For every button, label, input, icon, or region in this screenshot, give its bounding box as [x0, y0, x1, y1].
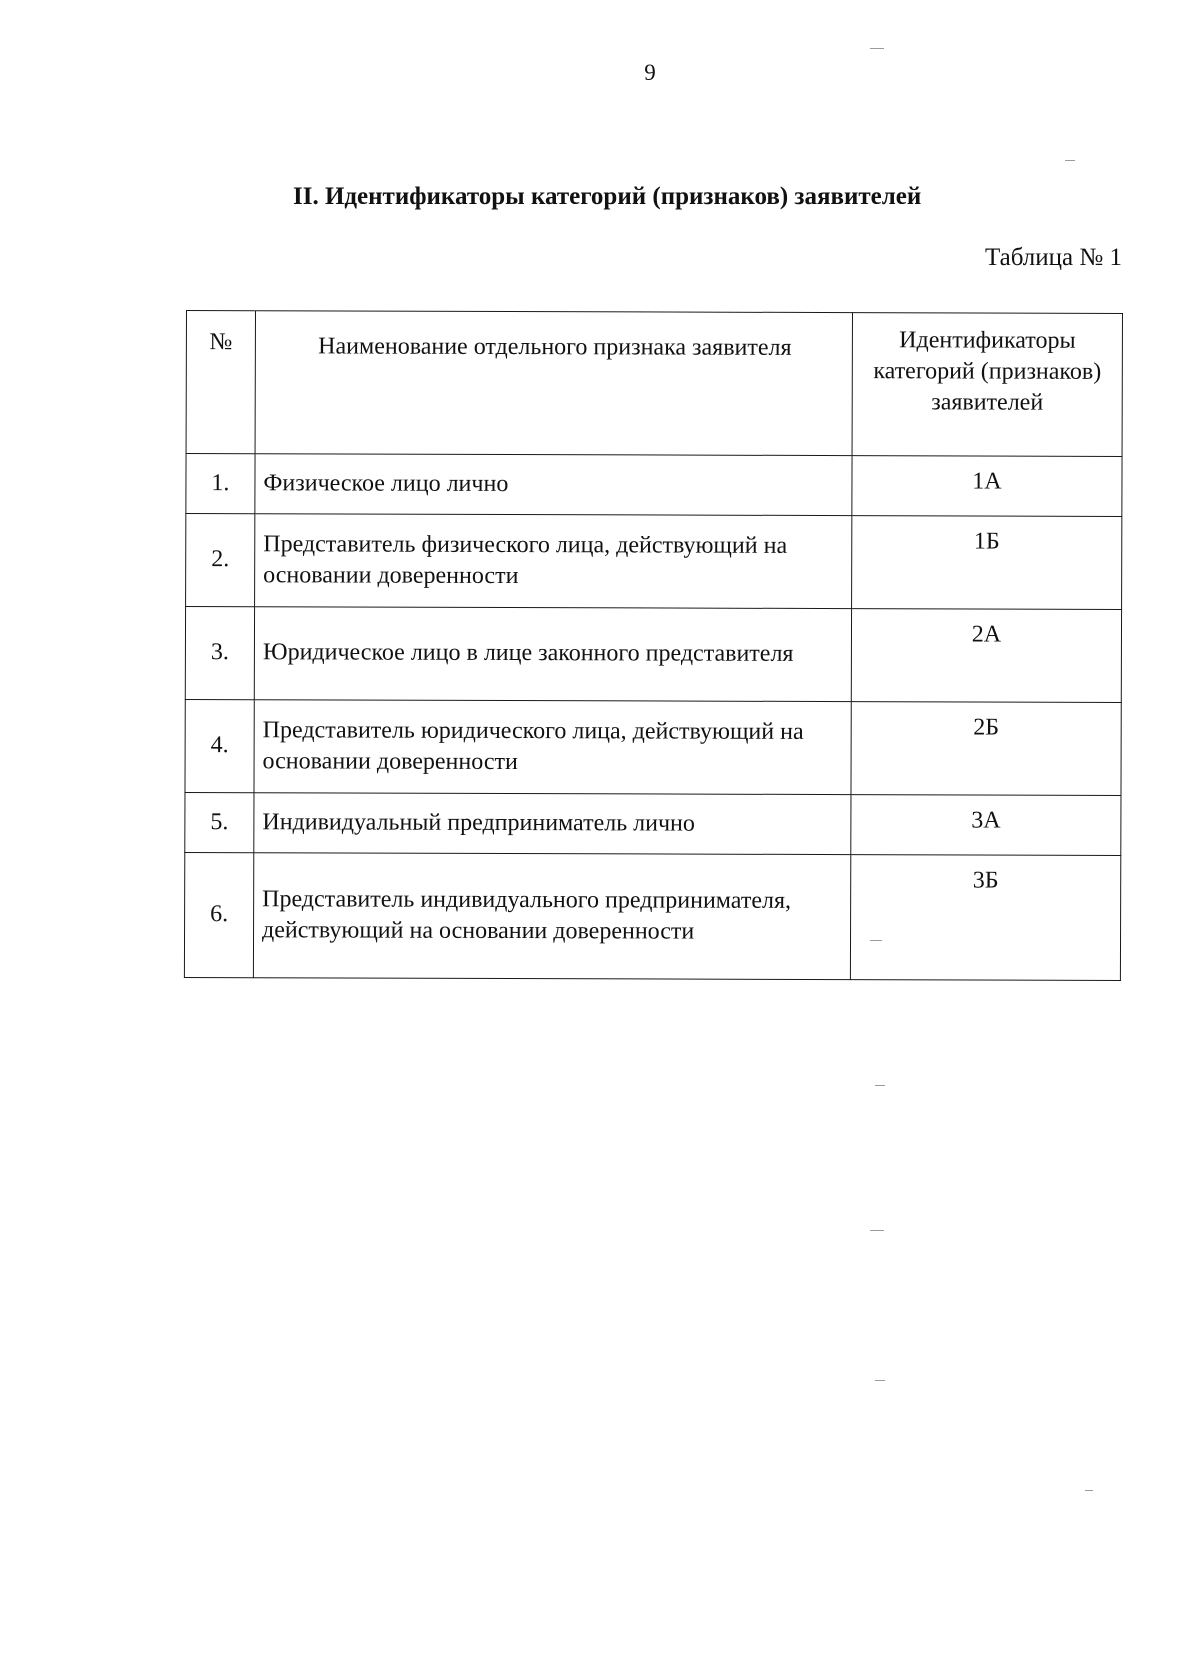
scan-speck: [875, 1085, 885, 1086]
applicant-categories-table: [184, 310, 1123, 981]
row-number: 4.: [185, 699, 254, 792]
table-row: [185, 607, 1121, 703]
row-name: Индивидуальный предприниматель лично: [254, 793, 851, 855]
row-identifier: 2А: [851, 609, 1121, 703]
row-identifier: 1Б: [852, 516, 1122, 610]
table-caption: Таблица № 1: [984, 244, 1122, 271]
scan-speck: [870, 1230, 884, 1231]
table-row: [186, 454, 1122, 517]
row-identifier: 1А: [852, 456, 1122, 517]
row-name: Физическое лицо лично: [255, 454, 852, 516]
table-row: [185, 699, 1121, 795]
table-header-row: [186, 311, 1122, 457]
scan-speck: [870, 48, 884, 49]
row-name: Юридическое лицо в лице законного представителя: [254, 607, 851, 702]
row-number: 1.: [186, 454, 255, 514]
header-name: Наименование отдельного признака заявителя: [255, 311, 852, 456]
row-identifier: 3А: [851, 795, 1121, 856]
scan-speck: [870, 940, 882, 941]
scan-speck: [875, 1380, 885, 1381]
header-number: №: [186, 311, 255, 454]
row-number: 2.: [186, 514, 255, 607]
header-identifier: Идентификаторы категорий (признаков) заявителей: [852, 313, 1122, 457]
section-title: II. Идентификаторы категорий (признаков) заявителей: [293, 183, 922, 210]
row-identifier: 3Б: [850, 855, 1120, 981]
table-row: [186, 514, 1122, 610]
row-number: 6.: [184, 852, 253, 977]
row-number: 3.: [185, 607, 254, 700]
page-number: 9: [644, 60, 656, 85]
row-name: Представитель юридического лица, действующий на основании доверенности: [254, 700, 851, 795]
row-name: Представитель физического лица, действующий на основании доверенности: [255, 514, 852, 609]
scan-speck: [1085, 1490, 1093, 1491]
row-name: Представитель индивидуального предпринимателя, действующий на основании доверенности: [253, 853, 850, 980]
row-identifier: 2Б: [851, 702, 1121, 796]
row-number: 5.: [185, 792, 254, 852]
scan-speck: [1065, 160, 1075, 161]
table-row: [185, 792, 1121, 855]
table-row: [184, 852, 1120, 980]
